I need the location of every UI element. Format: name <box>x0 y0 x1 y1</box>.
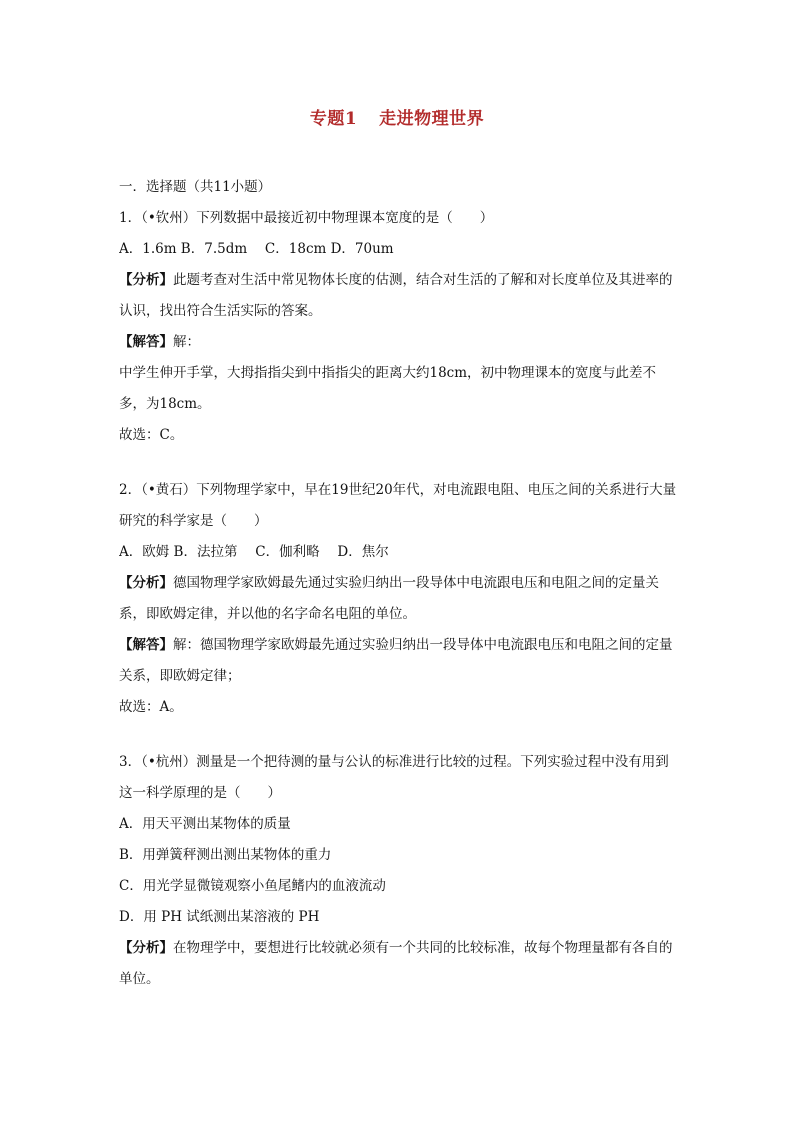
q2-options: A．欧姆 B．法拉第 C．伽利略 D．焦尔 <box>119 544 389 560</box>
q1-analysis <box>119 265 679 327</box>
q2-analysis-text: 德国物理学家欧姆最先通过实验归纳出一段导体中电流跟电压和电阻之间的定量关系，即欧姆定律，并以他的名字命名电阻的单位。 <box>119 575 659 622</box>
q1-stem: 1．（•钦州）下列数据中最接近初中物理课本宽度的是（ ） <box>119 210 494 226</box>
q3-option-b: B．用弹簧秤测出测出某物体的重力 <box>119 847 332 863</box>
q3-analysis-text: 在物理学中，要想进行比较就必须有一个共同的比较标准，故每个物理量都有各自的单位。 <box>119 940 673 987</box>
q1-choose: 故选：C。 <box>119 427 184 443</box>
q1-analysis-text: 此题考查对生活中常见物体长度的估测，结合对生活的了解和对长度单位及其进率的认识，找出符合生活实际的答案。 <box>119 272 673 319</box>
q3-analysis-tag: 【分析】 <box>119 940 173 956</box>
document-content <box>119 172 679 995</box>
q2-choose: 故选：A。 <box>119 699 183 715</box>
section-heading: 一．选择题（共11小题） <box>119 179 272 195</box>
q1-answer-text: 中学生伸开手掌，大拇指指尖到中指指尖的距离大约18cm，初中物理课本的宽度与此差不多，为18cm。 <box>119 365 657 412</box>
q3-option-a: A．用天平测出某物体的质量 <box>119 816 291 832</box>
q1-answer-lead: 解： <box>173 334 200 350</box>
q2-analysis-tag: 【分析】 <box>119 575 173 591</box>
title-main: 走进物理世界 <box>379 109 485 129</box>
q2-stem: 2．（•黄石）下列物理学家中，早在19世纪20年代，对电流跟电阻、电压之间的关系进行大量研究的科学家是（ ） <box>119 482 677 529</box>
q3-option-d: D．用 PH 试纸测出某溶液的 PH <box>119 909 320 925</box>
q2-answer-tag: 【解答】 <box>119 637 173 653</box>
q1-answer-header <box>119 327 679 358</box>
q3-stem: 3．（•杭州）测量是一个把待测的量与公认的标准进行比较的过程。下列实验过程中没有用到这一科学原理的是（ ） <box>119 754 669 801</box>
q2-analysis <box>119 568 679 630</box>
q1-analysis-tag: 【分析】 <box>119 272 173 288</box>
title-prefix: 专题1 <box>309 109 358 129</box>
q1-options: A．1.6m B．7.5dm C．18cm D．70um <box>119 241 394 257</box>
q3-option-c: C．用光学显微镜观察小鱼尾鳍内的血液流动 <box>119 878 386 894</box>
q2-answer-text: 解：德国物理学家欧姆最先通过实验归纳出一段导体中电流跟电压和电阻之间的定量关系，即欧姆定律； <box>119 637 673 684</box>
q3-analysis <box>119 933 679 995</box>
q1-answer-tag: 【解答】 <box>119 334 173 350</box>
q2-answer <box>119 630 679 692</box>
page-title <box>0 104 794 129</box>
